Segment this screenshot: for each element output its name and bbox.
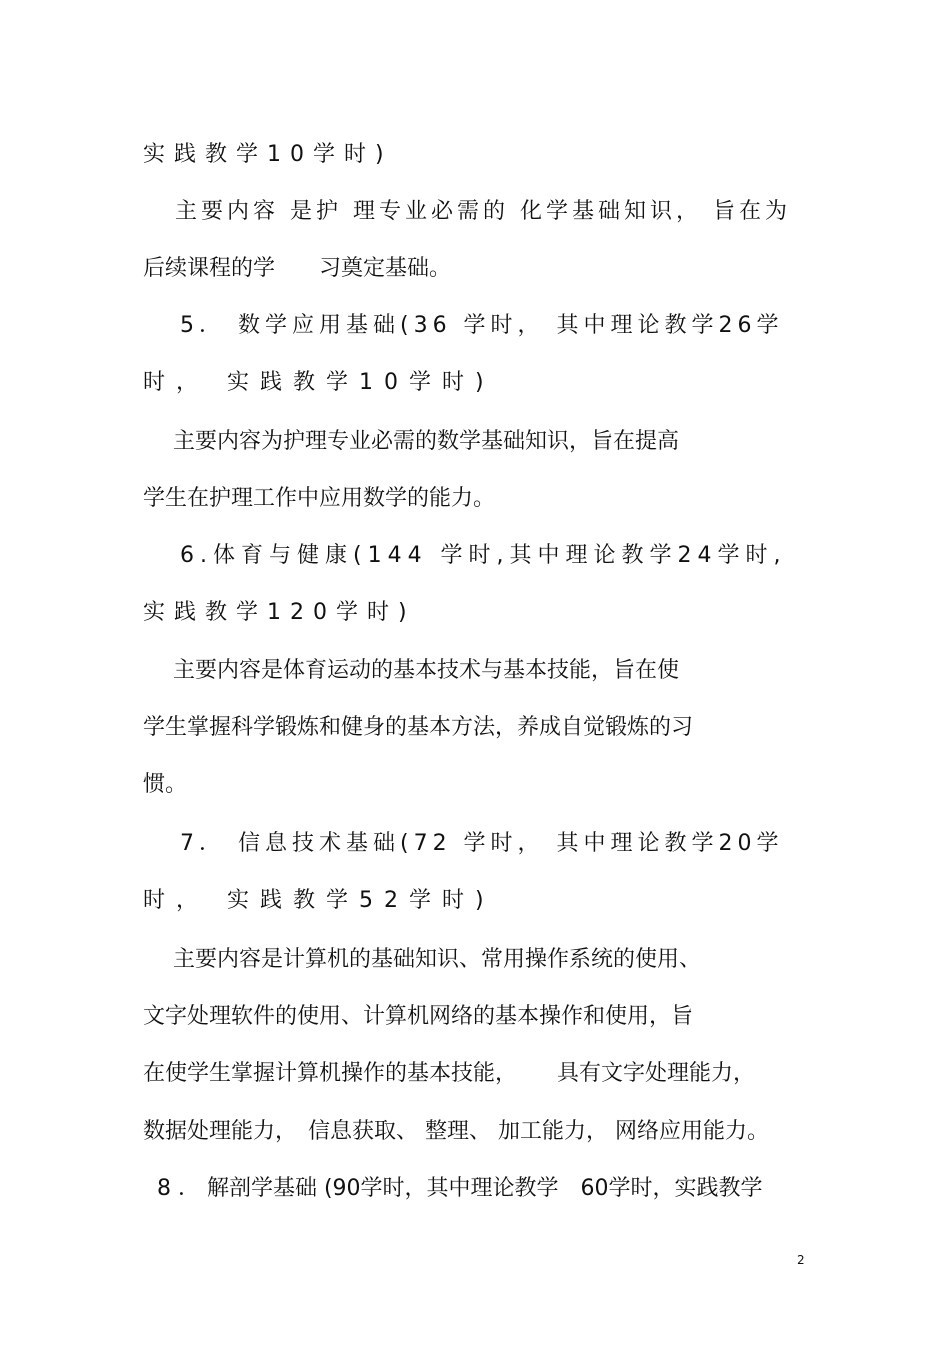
text-line-15: 主要内容是计算机的基础知识、常用操作系统的使用、 [173,947,702,972]
text-line-10: 主要内容是体育运动的基本技术与基本技能，旨在使 [173,658,680,683]
text-line-2: 主要内容 是护 理专业必需的 化学基础知识， 旨在为 [175,199,791,224]
text-line-16: 文字处理软件的使用、计算机网络的基本操作和使用，旨 [143,1004,694,1029]
text-line-9: 实践教学120学时) [143,600,416,625]
text-line-7: 学生在护理工作中应用数学的能力。 [143,486,496,511]
text-line-4: 5． 数学应用基础(36 学时， 其中理论教学26学 [180,313,784,338]
text-line-13: 7． 信息技术基础(72 学时， 其中理论教学20学 [180,831,784,856]
text-line-12: 惯。 [143,772,188,797]
text-line-19: 8 ． 解剖学基础 (90学时，其中理论教学 60学时，实践教学 [157,1176,763,1201]
text-line-18: 数据处理能力， 信息获取、 整理、 加工能力， 网络应用能力。 [143,1119,769,1144]
text-line-3: 后续课程的学 习奠定基础。 [143,256,452,281]
text-line-1: 实践教学10学时) [143,142,393,167]
text-line-14: 时， 实践教学52学时) [143,888,495,913]
text-line-8: 6.体育与健康(144 学时,其中理论教学24学时, [180,543,787,568]
text-line-11: 学生掌握科学锻炼和健身的基本方法，养成自觉锻炼的习 [143,715,694,740]
page-number: 2 [797,1253,805,1267]
text-line-6: 主要内容为护理专业必需的数学基础知识，旨在提高 [173,429,680,454]
text-line-17: 在使学生掌握计算机操作的基本技能， 具有文字处理能力， [143,1061,755,1086]
text-line-5: 时， 实践教学10学时) [143,370,495,395]
